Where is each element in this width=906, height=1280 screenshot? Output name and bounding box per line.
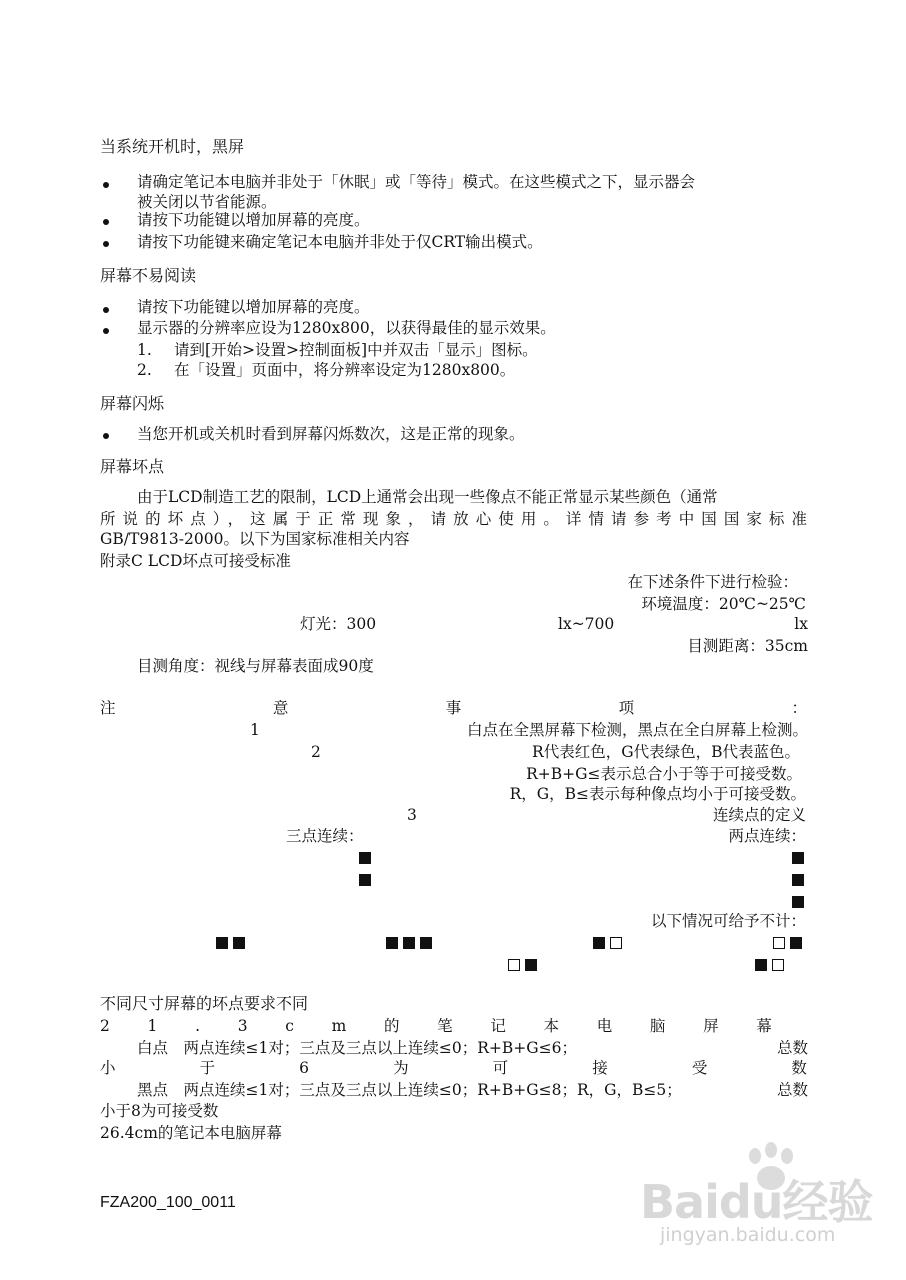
conditions-angle: 目测角度：视线与屏幕表面成90度: [137, 657, 374, 675]
note-number: 2: [311, 743, 321, 761]
conditions-distance: 目测距离：35cm: [687, 637, 808, 655]
three-points-label: 三点连续：: [286, 827, 364, 845]
note-text: R，G，B≤表示每种像点均小于可接受数。: [509, 785, 806, 803]
notes-title-char: 事: [445, 699, 462, 717]
bullet: [103, 219, 109, 225]
screen-size-heading-2: 26.4cm的笔记本电脑屏幕: [100, 1124, 282, 1142]
note-text: 白点在全黑屏幕下检测，黑点在全白屏幕上检测。: [466, 721, 808, 739]
step-number: 1.: [137, 341, 152, 359]
list-item: 显示器的分辨率应设为1280x800，以获得最佳的显示效果。: [137, 319, 556, 337]
conditions-light-c: lx: [794, 615, 808, 633]
notes-title-char: 注: [100, 699, 116, 717]
ignore-label: 以下情况可给予不计：: [650, 912, 806, 930]
note-number: 3: [407, 806, 417, 824]
pixel-pair-mixed: [593, 932, 622, 952]
conditions-light-b: lx~700: [558, 615, 615, 633]
pixel-pair-mixed: [508, 954, 537, 974]
list-item-continuation: 被关闭以节省能源。: [137, 193, 277, 211]
pixel-pair-mixed: [773, 932, 802, 952]
step-number: 2.: [137, 361, 152, 379]
two-points-label: 两点连续：: [728, 827, 806, 845]
black-pixel-rule-line2: 小于8为可接受数: [100, 1102, 219, 1120]
conditions-light-a: 灯光：300: [300, 615, 377, 633]
pixel-square: [792, 891, 804, 911]
note-text: 连续点的定义: [712, 806, 806, 824]
screen-size-heading: 2 1 . 3 c m 的 笔 记 本 电 脑 屏 幕: [100, 1017, 772, 1035]
sizes-title: 不同尺寸屏幕的坏点要求不同: [100, 994, 309, 1013]
list-item: 请按下功能键以增加屏幕的亮度。: [137, 211, 370, 229]
step-text: 在「设置」页面中，将分辨率设定为1280x800。: [174, 361, 516, 379]
step-text: 请到[开始>设置>控制面板]中并双击「显示」图标。: [174, 341, 538, 359]
conditions-temperature: 环境温度：20℃~25℃: [641, 595, 806, 613]
bullet: [103, 182, 109, 188]
list-item: 当您开机或关机时看到屏幕闪烁数次，这是正常的现象。: [137, 425, 525, 443]
bullet: [103, 328, 109, 334]
section-title-hard-to-read: 屏幕不易阅读: [100, 266, 197, 285]
section-title-dead-pixels: 屏幕坏点: [100, 457, 165, 476]
watermark-url: jingyan.baidu.com: [660, 1224, 836, 1246]
notes-title-char: ：: [791, 699, 807, 717]
list-item: 请按下功能键来确定笔记本电脑并非处于仅CRT输出模式。: [137, 233, 543, 251]
bullet: [103, 307, 109, 313]
note-number: 1: [250, 721, 260, 739]
white-pixel-rule-end: 总数: [776, 1039, 808, 1057]
bullet: [103, 433, 109, 439]
white-pixel-rule: 白点 两点连续≤1对；三点及三点以上连续≤0；R+B+G≤6；: [137, 1039, 577, 1057]
black-pixel-rule: 黑点 两点连续≤1对；三点及三点以上连续≤0；R+B+G≤8；R，G，B≤5；: [137, 1081, 682, 1099]
pixel-square: [359, 869, 371, 889]
paragraph-line: GB/T9813-2000。以下为国家标准相关内容: [100, 530, 410, 548]
conditions-intro: 在下述条件下进行检验：: [627, 573, 798, 591]
notes-title-char: 意: [272, 699, 289, 717]
notes-title: [100, 698, 807, 718]
pixel-pair-mixed: [755, 954, 784, 974]
watermark-logo: Baidu经验: [640, 1175, 873, 1229]
pixel-triple: [386, 932, 432, 952]
paragraph-line: 由于LCD制造工艺的限制，LCD上通常会出现一些像点不能正常显示某些颜色（通常: [137, 488, 718, 506]
list-item: 请确定笔记本电脑并非处于「休眠」或「等待」模式。在这些模式之下，显示器会: [137, 173, 696, 191]
pixel-square: [792, 847, 804, 867]
note-text: R+B+G≤表示总合小于等于可接受数。: [526, 765, 802, 783]
white-pixel-rule-line2: 小 于 6 为 可 接 受 数: [100, 1059, 807, 1077]
pixel-square: [359, 847, 371, 867]
pixel-pair: [216, 932, 245, 952]
notes-title-char: 项: [618, 699, 635, 717]
note-text: R代表红色，G代表绿色，B代表蓝色。: [532, 743, 800, 761]
pixel-square: [792, 869, 804, 889]
section-title-black-screen: 当系统开机时，黑屏: [100, 137, 245, 156]
list-item: 请按下功能键以增加屏幕的亮度。: [137, 298, 370, 316]
black-pixel-rule-end: 总数: [776, 1081, 808, 1099]
watermark: [640, 1140, 900, 1260]
section-title-flicker: 屏幕闪烁: [100, 394, 165, 413]
paragraph-line: 所说的坏点），这属于正常现象，请放心使用。详情请参考中国国家标准: [100, 510, 807, 528]
footer-code: FZA200_100_0011: [100, 1194, 236, 1211]
appendix-title: 附录C LCD坏点可接受标准: [100, 552, 291, 570]
bullet: [103, 241, 109, 247]
